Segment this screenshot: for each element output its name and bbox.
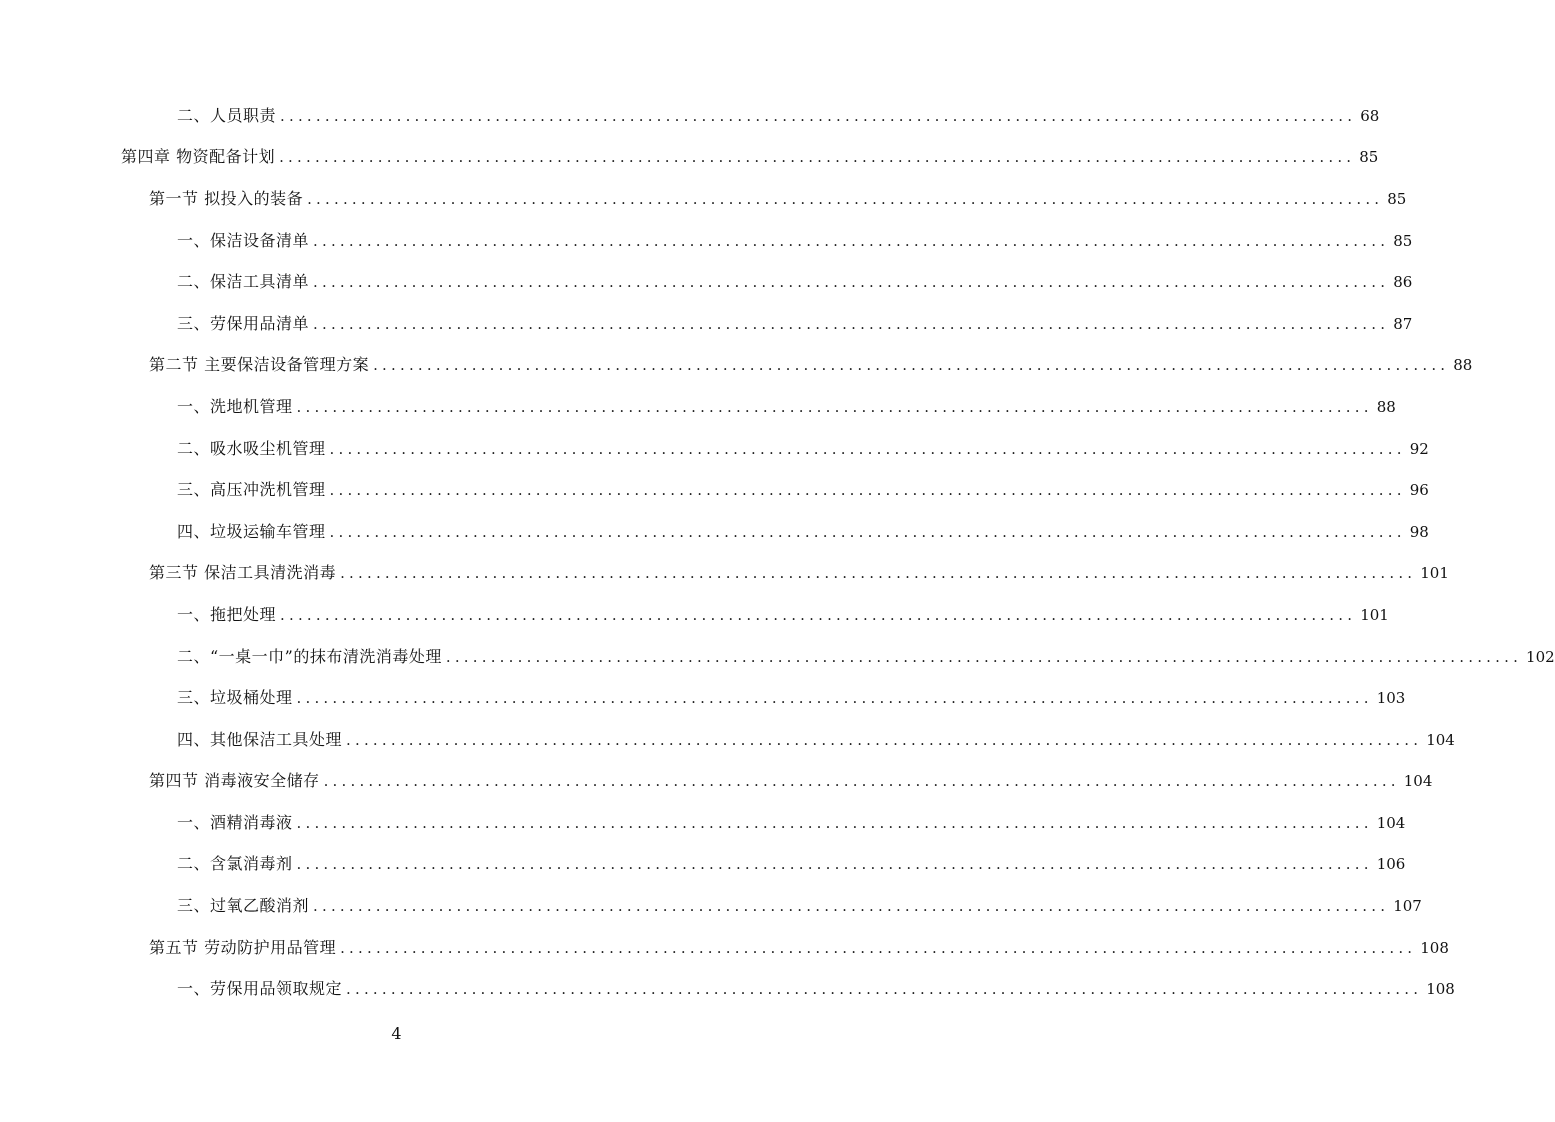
toc-dot-leader: ........................................................................................................................ <box>329 481 1406 500</box>
toc-entry[interactable] <box>0 844 1406 886</box>
toc-entry[interactable] <box>0 137 1379 179</box>
toc-entry[interactable] <box>0 303 1413 345</box>
toc-entry-page: 108 <box>1420 938 1449 957</box>
toc-entry[interactable] <box>0 261 1413 303</box>
toc-dot-leader: ........................................................................................................................ <box>296 813 1373 832</box>
toc-entry-page: 87 <box>1393 314 1413 333</box>
toc-entry[interactable] <box>0 677 1406 719</box>
toc-dot-leader: ........................................................................................................................ <box>329 439 1406 458</box>
toc-entry[interactable] <box>0 428 1429 470</box>
toc-dot-leader: ........................................................................................................................ <box>340 564 1417 583</box>
toc-entry-page: 103 <box>1376 689 1406 708</box>
toc-dot-leader: ........................................................................................................................ <box>346 730 1423 749</box>
toc-entry[interactable] <box>0 220 1413 262</box>
toc-dot-leader: ........................................................................................................................ <box>280 605 1357 624</box>
toc-entry-page: 96 <box>1409 481 1429 500</box>
toc-entry[interactable] <box>0 927 1449 969</box>
toc-entry[interactable] <box>0 802 1406 844</box>
toc-entry-page: 101 <box>1420 564 1449 583</box>
toc-entry-page: 92 <box>1409 439 1429 458</box>
toc-entry-page: 85 <box>1393 231 1413 250</box>
toc-entry-title: 第四章 物资配备计划 <box>121 147 276 167</box>
toc-entry[interactable] <box>0 511 1429 553</box>
toc-dot-leader: ........................................................................................................................ <box>445 647 1523 666</box>
toc-entry-page: 101 <box>1360 605 1389 624</box>
toc-entry-page: 104 <box>1403 772 1433 791</box>
toc-entry-title: 二、吸水吸尘机管理 <box>177 438 326 458</box>
toc-entry-title: 一、酒精消毒液 <box>177 812 293 832</box>
table-of-contents <box>0 95 1555 1010</box>
toc-entry-page: 85 <box>1387 189 1407 208</box>
toc-entry-title: 一、洗地机管理 <box>177 396 293 416</box>
toc-entry-page: 85 <box>1359 148 1379 167</box>
toc-dot-leader: ........................................................................................................................ <box>296 689 1373 708</box>
toc-entry-title: 三、垃圾桶处理 <box>177 688 293 708</box>
toc-dot-leader: ........................................................................................................................ <box>313 231 1390 250</box>
toc-dot-leader: ........................................................................................................................ <box>280 106 1357 125</box>
toc-entry[interactable] <box>0 636 1555 678</box>
toc-entry[interactable] <box>0 968 1455 1010</box>
toc-entry[interactable] <box>0 885 1422 927</box>
toc-dot-leader: ........................................................................................................................ <box>346 980 1423 999</box>
toc-entry-title: 四、垃圾运输车管理 <box>177 521 326 541</box>
toc-entry-title: 第四节 消毒液安全储存 <box>149 771 320 791</box>
toc-entry-page: 108 <box>1426 980 1455 999</box>
toc-dot-leader: ........................................................................................................................ <box>313 314 1390 333</box>
toc-entry[interactable] <box>0 95 1380 137</box>
toc-dot-leader: ........................................................................................................................ <box>313 897 1390 916</box>
toc-dot-leader: ........................................................................................................................ <box>313 273 1390 292</box>
toc-entry-page: 106 <box>1376 855 1406 874</box>
toc-entry-title: 二、人员职责 <box>177 105 277 125</box>
toc-entry-page: 104 <box>1376 813 1406 832</box>
toc-entry[interactable] <box>0 386 1396 428</box>
toc-entry-page: 104 <box>1426 730 1455 749</box>
toc-entry-title: 第三节 保洁工具清洗消毒 <box>149 563 337 583</box>
toc-entry-title: 第二节 主要保洁设备管理方案 <box>149 355 370 375</box>
toc-dot-leader: ........................................................................................................................ <box>279 148 1356 167</box>
toc-entry[interactable] <box>0 553 1449 595</box>
toc-entry[interactable] <box>0 469 1429 511</box>
toc-entry-title: 一、劳保用品领取规定 <box>177 979 343 999</box>
toc-entry-title: 二、“一桌一巾”的抹布清洗消毒处理 <box>177 646 442 666</box>
toc-entry-page: 102 <box>1526 647 1555 666</box>
toc-dot-leader: ........................................................................................................................ <box>373 356 1450 375</box>
toc-entry-title: 二、含氯消毒剂 <box>177 854 293 874</box>
toc-entry[interactable] <box>0 345 1473 387</box>
toc-entry-title: 第五节 劳动防护用品管理 <box>149 937 337 957</box>
toc-dot-leader: ........................................................................................................................ <box>340 938 1417 957</box>
toc-dot-leader: ........................................................................................................................ <box>296 855 1373 874</box>
toc-entry-title: 三、高压冲洗机管理 <box>177 480 326 500</box>
toc-entry-title: 四、其他保洁工具处理 <box>177 729 343 749</box>
toc-entry-title: 三、过氧乙酸消剂 <box>177 896 310 916</box>
toc-dot-leader: ........................................................................................................................ <box>296 397 1373 416</box>
toc-dot-leader: ........................................................................................................................ <box>323 772 1400 791</box>
toc-entry-title: 三、劳保用品清单 <box>177 313 310 333</box>
toc-entry-title: 二、保洁工具清单 <box>177 272 310 292</box>
toc-entry-page: 88 <box>1453 356 1473 375</box>
page-number: 4 <box>391 1024 402 1043</box>
toc-entry-title: 第一节 拟投入的装备 <box>149 188 304 208</box>
toc-entry-page: 98 <box>1409 522 1429 541</box>
toc-dot-leader: ........................................................................................................................ <box>307 189 1384 208</box>
toc-entry-title: 一、拖把处理 <box>177 604 277 624</box>
toc-entry[interactable] <box>0 761 1433 803</box>
toc-entry[interactable] <box>0 594 1389 636</box>
toc-entry[interactable] <box>0 719 1455 761</box>
toc-entry-page: 88 <box>1376 397 1396 416</box>
toc-entry-page: 86 <box>1393 273 1413 292</box>
toc-entry-title: 一、保洁设备清单 <box>177 230 310 250</box>
toc-dot-leader: ........................................................................................................................ <box>329 522 1406 541</box>
toc-entry[interactable] <box>0 178 1407 220</box>
toc-entry-page: 68 <box>1360 106 1380 125</box>
toc-entry-page: 107 <box>1393 897 1422 916</box>
